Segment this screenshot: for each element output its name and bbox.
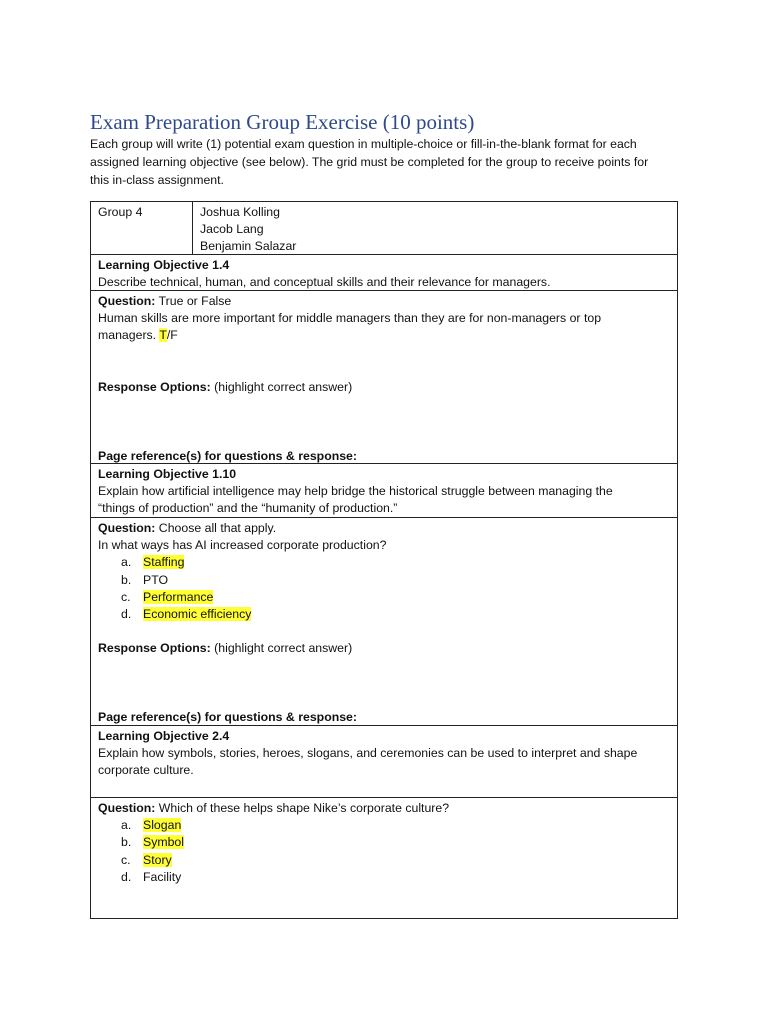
option-item: b. PTO [121, 572, 169, 587]
option-text: Performance [143, 589, 214, 604]
option-text: Staffing [143, 555, 185, 570]
option-item: a. Slogan [121, 818, 182, 833]
objective-row [91, 726, 677, 798]
exercise-grid [90, 201, 678, 919]
group-row [91, 202, 677, 255]
objective-row [91, 255, 677, 291]
question-label: Question: [98, 801, 156, 815]
option-text: Slogan [143, 818, 182, 833]
objective-text: Explain how artificial intelligence may help bridge the historical struggle between managing the [98, 484, 613, 499]
page-title: Exam Preparation Group Exercise (10 points) [90, 110, 475, 134]
objective-cell [91, 726, 677, 782]
option-item: d. Facility [121, 869, 182, 884]
option-item: a. Staffing [121, 555, 185, 570]
objective-cell [91, 464, 677, 520]
question-cell [91, 518, 677, 728]
question-row [91, 518, 677, 726]
intro-paragraph [90, 135, 690, 189]
objective-title: Learning Objective 1.10 [98, 467, 237, 481]
question-text: Human skills are more important for middle managers than they are for non-managers or top [98, 311, 602, 326]
option-item: c. Story [121, 852, 172, 867]
option-text: PTO [143, 572, 169, 587]
response-instruction: (highlight correct answer) [210, 641, 353, 656]
response-label: Response Options: [98, 641, 211, 656]
question-row [91, 798, 677, 918]
objective-row [91, 464, 677, 518]
question-label: Question: [98, 521, 156, 535]
option-text: Facility [143, 869, 182, 884]
question-row [91, 291, 677, 464]
question-type: Choose all that apply. [155, 521, 277, 535]
intro-line: Each group will write (1) potential exam question in multiple-choice or fill-in-the-blank format for each [90, 137, 637, 151]
group-members [193, 202, 677, 258]
option-text: Story [143, 852, 172, 867]
option-item: b. Symbol [121, 835, 185, 850]
question-cell [91, 291, 677, 467]
question-label: Question: [98, 294, 156, 308]
member-name: Jacob Lang [200, 222, 264, 237]
objective-text: Explain how symbols, stories, heroes, slogans, and ceremonies can be used to interpret and shape [98, 746, 638, 761]
objective-text: Describe technical, human, and conceptual skills and their relevance for managers. [98, 275, 551, 290]
correct-answer-highlight: T [159, 328, 167, 343]
question-text: managers. [98, 328, 157, 343]
option-text: Economic efficiency [143, 607, 252, 622]
intro-line: assigned learning objective (see below). The grid must be completed for the group to receive points for [90, 155, 649, 169]
question-cell [91, 798, 677, 888]
objective-cell [91, 255, 677, 293]
response-instruction: (highlight correct answer) [210, 379, 353, 394]
page-reference: Page reference(s) for questions & response: [98, 710, 357, 725]
answer-alternative: /F [166, 328, 178, 343]
objective-title: Learning Objective 2.4 [98, 729, 230, 743]
page-reference: Page reference(s) for questions & response: [98, 448, 357, 463]
question-type: True or False [155, 294, 232, 308]
intro-line: this in-class assignment. [90, 173, 224, 187]
response-label: Response Options: [98, 379, 211, 394]
objective-text: “things of production” and the “humanity of production.” [98, 501, 398, 516]
option-text: Symbol [143, 835, 185, 850]
question-text: In what ways has AI increased corporate production? [98, 538, 387, 553]
objective-title: Learning Objective 1.4 [98, 258, 230, 272]
member-name: Joshua Kolling [200, 205, 280, 219]
member-name: Benjamin Salazar [200, 239, 297, 254]
group-label: Group 4 [91, 202, 193, 254]
question-type: Which of these helps shape Nike’s corporate culture? [155, 801, 450, 815]
option-item: d. Economic efficiency [121, 607, 252, 622]
objective-text: corporate culture. [98, 763, 194, 778]
option-item: c. Performance [121, 589, 214, 604]
